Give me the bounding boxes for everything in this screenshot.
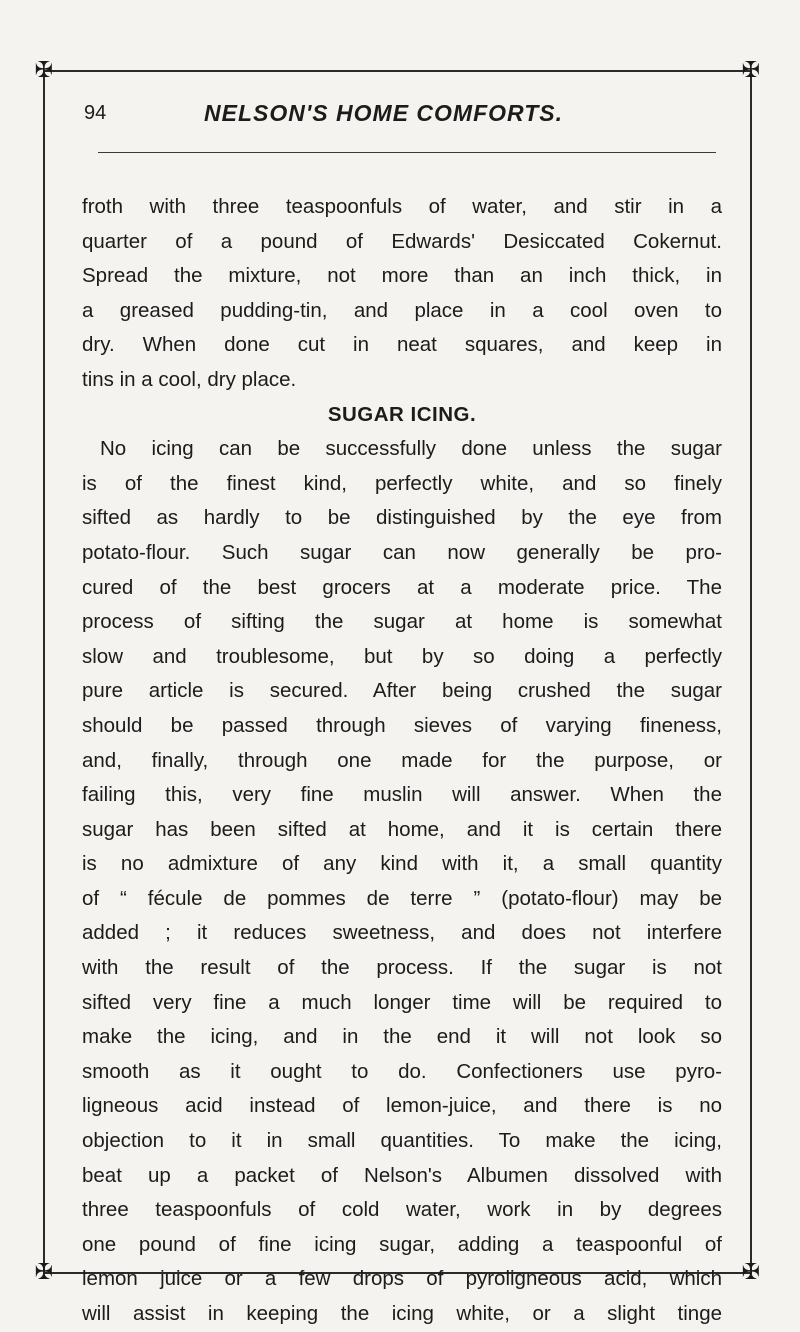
text-line: lemon juice or a few drops of pyroligneous acid, which [82,1267,722,1291]
running-title: NELSON'S HOME COMFORTS. [204,100,564,126]
text-line: No icing can be successfully done unless the sugar [100,437,722,461]
frame-right-rule [750,70,752,1272]
text-line: will assist in keeping the icing white, or a slight tinge [82,1302,722,1325]
text-line: sifted very fine a much longer time will be required to [82,990,722,1014]
text-line: is no admixture of any kind with it, a small quantity [82,852,722,876]
text-line: one pound of fine icing sugar, adding a teaspoonful of [82,1232,722,1256]
text-line: a greased pudding-tin, and place in a cool oven to [82,298,722,322]
text-line: ligneous acid instead of lemon-juice, and there is no [82,1094,722,1118]
cross-ornament-icon: ✠ [34,58,54,83]
page-number: 94 [84,102,107,124]
cross-ornament-icon: ✠ [34,1260,54,1285]
text-line: froth with three teaspoonfuls of water, and stir in a [82,195,722,218]
text-line: make the icing, and in the end it will not look so [82,1025,722,1049]
cross-ornament-icon: ✠ [741,1260,761,1285]
text-line: tins in a cool, dry place. [82,367,297,391]
text-line: and, finally, through one made for the purpose, or [82,748,722,772]
cross-ornament-icon: ✠ [741,58,761,83]
body-text [82,190,722,1332]
text-line: beat up a packet of Nelson's Albumen dissolved with [82,1163,722,1187]
page-header [70,100,730,134]
text-line: sifted as hardly to be distinguished by the eye from [82,506,722,530]
text-line: pure article is secured. After being crushed the sugar [82,679,722,703]
text-line: cured of the best grocers at a moderate price. The [82,575,722,599]
frame-left-rule [43,70,45,1272]
text-line: dry. When done cut in neat squares, and keep in [82,333,722,357]
text-line: added ; it reduces sweetness, and does not interfere [82,921,722,945]
frame-top-rule [44,70,752,72]
section-heading: SUGAR ICING. [327,402,477,426]
text-line: process of sifting the sugar at home is somewhat [82,610,722,634]
text-line: objection to it in small quantities. To make the icing, [82,1129,722,1153]
text-line: Spread the mixture, not more than an inch thick, in [82,264,722,288]
text-line: potato-flour. Such sugar can now generally be pro- [82,540,722,564]
text-line: should be passed through sieves of varying fineness, [82,713,722,737]
text-line: quarter of a pound of Edwards' Desiccated Cokernut. [82,229,722,253]
header-rule [98,152,716,153]
text-line: with the result of the process. If the sugar is not [82,956,722,980]
text-line: sugar has been sifted at home, and it is certain there [82,817,722,841]
text-line: of “ fécule de pommes de terre ” (potato-flour) may be [82,886,722,910]
text-line: is of the finest kind, perfectly white, and so finely [82,471,722,495]
text-line: three teaspoonfuls of cold water, work in by degrees [82,1198,722,1222]
text-line: slow and troublesome, but by so doing a perfectly [82,644,722,668]
text-line: failing this, very fine muslin will answer. When the [82,783,722,807]
text-line: smooth as it ought to do. Confectioners use pyro- [82,1059,722,1083]
